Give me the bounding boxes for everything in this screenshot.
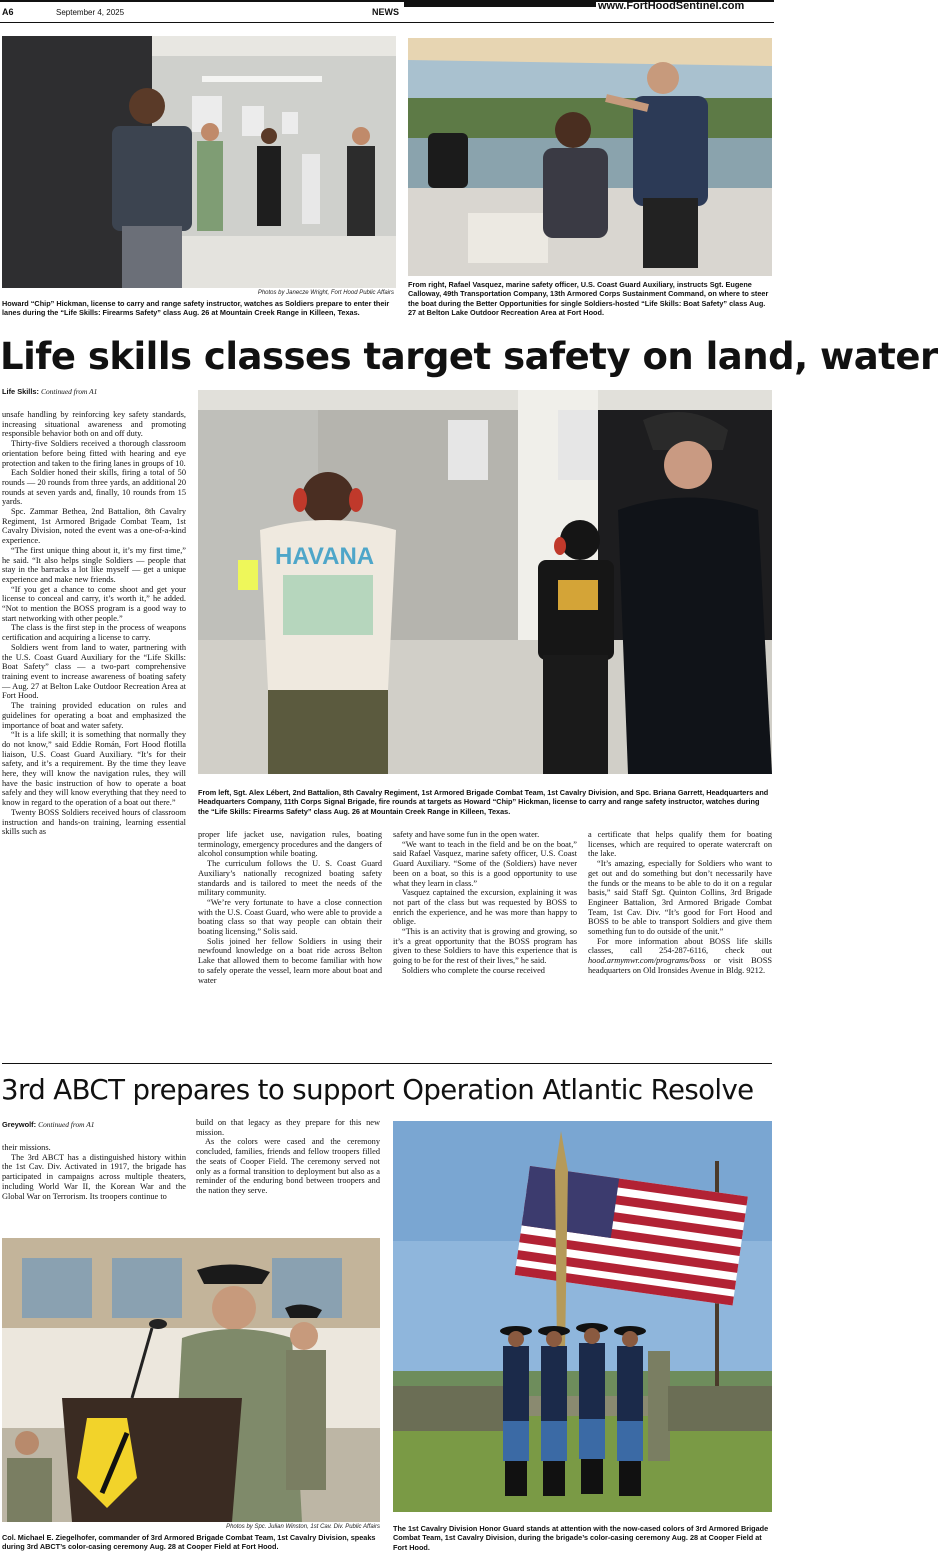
paragraph: a certificate that helps qualify them for boating licenses, which are required to operate watercraft on the lake.	[588, 830, 772, 859]
paragraph: As the colors were cased and the ceremony concluded, families, friends and fellow troopers filled the seats of Cooper Field. The ceremony served not only as a formal transition to deployment but also as a reminder of the enduring bond between troopers and the nation they serve.	[196, 1137, 380, 1195]
site-url: www.FortHoodSentinel.com	[598, 0, 745, 12]
caption-boat-instruction: From right, Rafael Vasquez, marine safety officer, U.S. Coast Guard Auxiliary, instructs Sgt. Eugene Calloway, 49th Transportation Company, 13th Armored Corps Sustainment Command, on where to steer the boat during the Better Opportunities for single Soldiers-hosted “Life Skills: Boat Safety” class Aug. 27 at Belton Lake Outdoor Recreation Area at Fort Hood.	[408, 280, 769, 318]
story1-column-1	[2, 410, 186, 837]
story2-column-2	[196, 1118, 380, 1196]
headline-3rd-abct: 3rd ABCT prepares to support Operation Atlantic Resolve	[1, 1073, 754, 1106]
paragraph: their missions.	[2, 1143, 51, 1152]
paragraph: Solis joined her fellow Soldiers in using their newfound knowledge on a boat ride across Belton Lake that allowed them to become familiar with how to safely operate the vessel, learn more about boat and water	[198, 936, 382, 985]
paragraph: The 3rd ABCT has a distinguished history within the 1st Cav. Div. Activated in 1917, the brigade has participated in campaigns across multiple theaters, including World War II, the Korean War and the Global War on Terrorism. Its troopers continue to	[2, 1152, 186, 1201]
continued-label: Greywolf:	[2, 1120, 37, 1129]
caption-honor-guard: The 1st Cavalry Division Honor Guard stands at attention with the now-cased colors of 3rd Armored Brigade Combat Team, 1st Cavalry Division, during the brigade’s color-casing ceremony Aug. 28 at Cooper Field at Fort Hood.	[393, 1524, 769, 1552]
photo-credit-bottom: Photos by Spc. Julian Winston, 1st Cav. Div. Public Affairs	[226, 1524, 380, 1530]
caption-range-instructor: Howard “Chip” Hickman, license to carry and range safety instructor, watches as Soldiers prepare to enter their lanes during the “Life Skills: Firearms Safety” class Aug. 26 at Mountain Creek Range in Killeen, Texas.	[2, 299, 390, 318]
paragraph: unsafe handling by reinforcing key safety standards, increasing situational awareness and promoting responsible behavior both on and off duty.	[2, 410, 186, 439]
header-bar	[404, 2, 596, 7]
story1-column-3	[393, 830, 577, 976]
paragraph: “It’s amazing, especially for Soldiers who want to get out and do something but don’t necessarily have the funds or the means to be able to do it on a regular basis,” said Staff Sgt. Quinton Collins, 3rd Brigade Engineer Battalion, 3rd Armored Brigade Combat Team, 1st Cav. Div. “It’s good for Fort Hood and BOSS to be able to transport Soldiers and give them something fun to do outside of the unit.”	[588, 859, 772, 937]
photo-commander-speaking	[2, 1238, 380, 1522]
photo-boat-instruction	[408, 38, 772, 276]
story2-column-1	[2, 1143, 186, 1201]
paragraph: “We want to teach in the field and be on the boat,” said Rafael Vasquez, marine safety officer, U.S. Coast Guard Auxiliary. “Some of the (Soldiers) have never been on a boat, so this is a good opportunity to use what they learn in class.”	[393, 839, 577, 888]
paragraph: The class is the first step in the process of weapons certification and acquiring a license to carry.	[2, 623, 186, 643]
continued-greywolf	[2, 1120, 94, 1129]
photo-credit-top: Photos by Janecze Wright, Fort Hood Public Affairs	[257, 290, 394, 296]
paragraph-contact	[588, 937, 772, 976]
paragraph: build on that legacy as they prepare for this new mission.	[196, 1118, 380, 1137]
shirt-print-text: HAVANA	[275, 543, 375, 570]
paragraph: “The first unique thing about it, it’s my first time,” he said. “It also helps single Soldiers — people that stay in the barracks a lot like myself — get a unique experience and make new friends.	[2, 545, 186, 584]
paragraph: “If you get a chance to come shoot and get your license to conceal and carry, it’s worth it,” he added. “Not to mention the BOSS program is a good way to start networking with other people.”	[2, 584, 186, 623]
continued-life-skills	[2, 387, 97, 396]
caption-soldiers-firing: From left, Sgt. Alex Lébert, 2nd Battalion, 8th Cavalry Regiment, 1st Armored Brigade Combat Team, 1st Cavalry Division, and Spc. Briana Garrett, Headquarters and Headquarters Company, 11th Corps Signal Brigade, fire rounds at targets as Howard “Chip” Hickman, license to carry and range safety instructor, watches during the “Life Skills: Firearms Safety” class Aug. 26 at Mountain Creek Range in Killeen, Texas.	[198, 788, 769, 816]
paragraph: Twenty BOSS Soldiers received hours of classroom instruction and hands-on training, learning essential skills such as	[2, 807, 186, 837]
continued-from: Continued from A1	[41, 387, 98, 396]
continued-label: Life Skills:	[2, 387, 39, 396]
paragraph: “This is an activity that is growing and growing, so it’s a great opportunity that the BOSS program has given to these Soldiers to have this experience that is going to be for the rest of their lives,” he said.	[393, 927, 577, 966]
boss-link[interactable]: hood.armymwr.com/programs/boss	[588, 956, 706, 966]
contact-text: For more information about BOSS life skills classes, call 254-287-6116, check out	[588, 936, 772, 956]
paragraph: Soldiers went from land to water, partnering with the U.S. Coast Guard Auxiliary for the “Life Skills: Boat Safety” class — a two-part comprehensive training event to increase awareness of boating safety — Aug. 27 at Belton Lake Outdoor Recreation Area at Fort Hood.	[2, 642, 186, 701]
paragraph: Soldiers who complete the course received	[402, 965, 545, 975]
photo-honor-guard	[393, 1121, 772, 1512]
photo-soldiers-firing	[198, 390, 772, 774]
header-bottom-rule	[0, 22, 774, 23]
paragraph: Vasquez captained the excursion, explaining it was not part of the class but was requested by BOSS to enrich the experience, and he was more than happy to oblige.	[393, 888, 577, 927]
story1-column-4	[588, 830, 772, 976]
page-number: A6	[2, 7, 14, 17]
contact-text-end: or visit BOSS headquarters on Old Ironsides Avenue in Bldg. 9212.	[588, 956, 772, 975]
headline-life-skills: Life skills classes target safety on land, water	[0, 335, 938, 378]
continued-from: Continued from A1	[38, 1120, 95, 1129]
paragraph: Thirty-five Soldiers received a thorough classroom orientation before being fitted with hearing and eye protection and taken to the firing lanes in groups of 10.	[2, 439, 186, 468]
paragraph: proper life jacket use, navigation rules, boating terminology, emergency procedures and the dangers of alcohol consumption while boating.	[198, 830, 382, 859]
story-divider	[2, 1063, 772, 1064]
caption-commander-speaking: Col. Michael E. Ziegelhofer, commander of 3rd Armored Brigade Combat Team, 1st Cavalry Division, speaks during 3rd ABCT’s color-casing ceremony Aug. 28 at Cooper Field at Fort Hood.	[2, 1533, 376, 1552]
photo-range-instructor	[2, 36, 396, 288]
paragraph: “It is a life skill; it is something that normally they do not know,” said Eddie Román, Fort Hood flotilla liaison, U.S. Coast Guard Auxiliary. “It’s for their safety, and it’s a requirement. By the time they leave here, they will know the navigation rules, they will have the basic instruction of how to operate a boat safely and they will know everything that they need to know in regard to the operation of a boat out there.”	[2, 730, 186, 808]
section-name: NEWS	[372, 7, 399, 17]
issue-date: September 4, 2025	[56, 8, 125, 17]
paragraph: The curriculum follows the U. S. Coast Guard Auxiliary’s nationally recognized boating safety standards and is tailored to meet the needs of the military community.	[198, 859, 382, 898]
paragraph: Spc. Zammar Bethea, 2nd Battalion, 8th Cavalry Regiment, 1st Armored Brigade Combat Team, 1st Cavalry Division, noted the event was a one-of-a-kind experience.	[2, 507, 186, 546]
paragraph: safety and have some fun in the open water.	[393, 830, 540, 839]
paragraph: Each Soldier honed their skills, firing a total of 50 rounds — 20 rounds from three yards, an additional 20 rounds at seven yards and, finally, 10 rounds from 15 yards.	[2, 468, 186, 507]
story1-column-2	[198, 830, 382, 985]
paragraph: “We’re very fortunate to have a close connection with the U.S. Coast Guard, who were able to provide a boating class so that way people can obtain their boating licensing,” Solis said.	[198, 897, 382, 937]
paragraph: The training provided education on rules and guidelines for operating a boat and emphasized the importance of boat and water safety.	[2, 701, 186, 730]
